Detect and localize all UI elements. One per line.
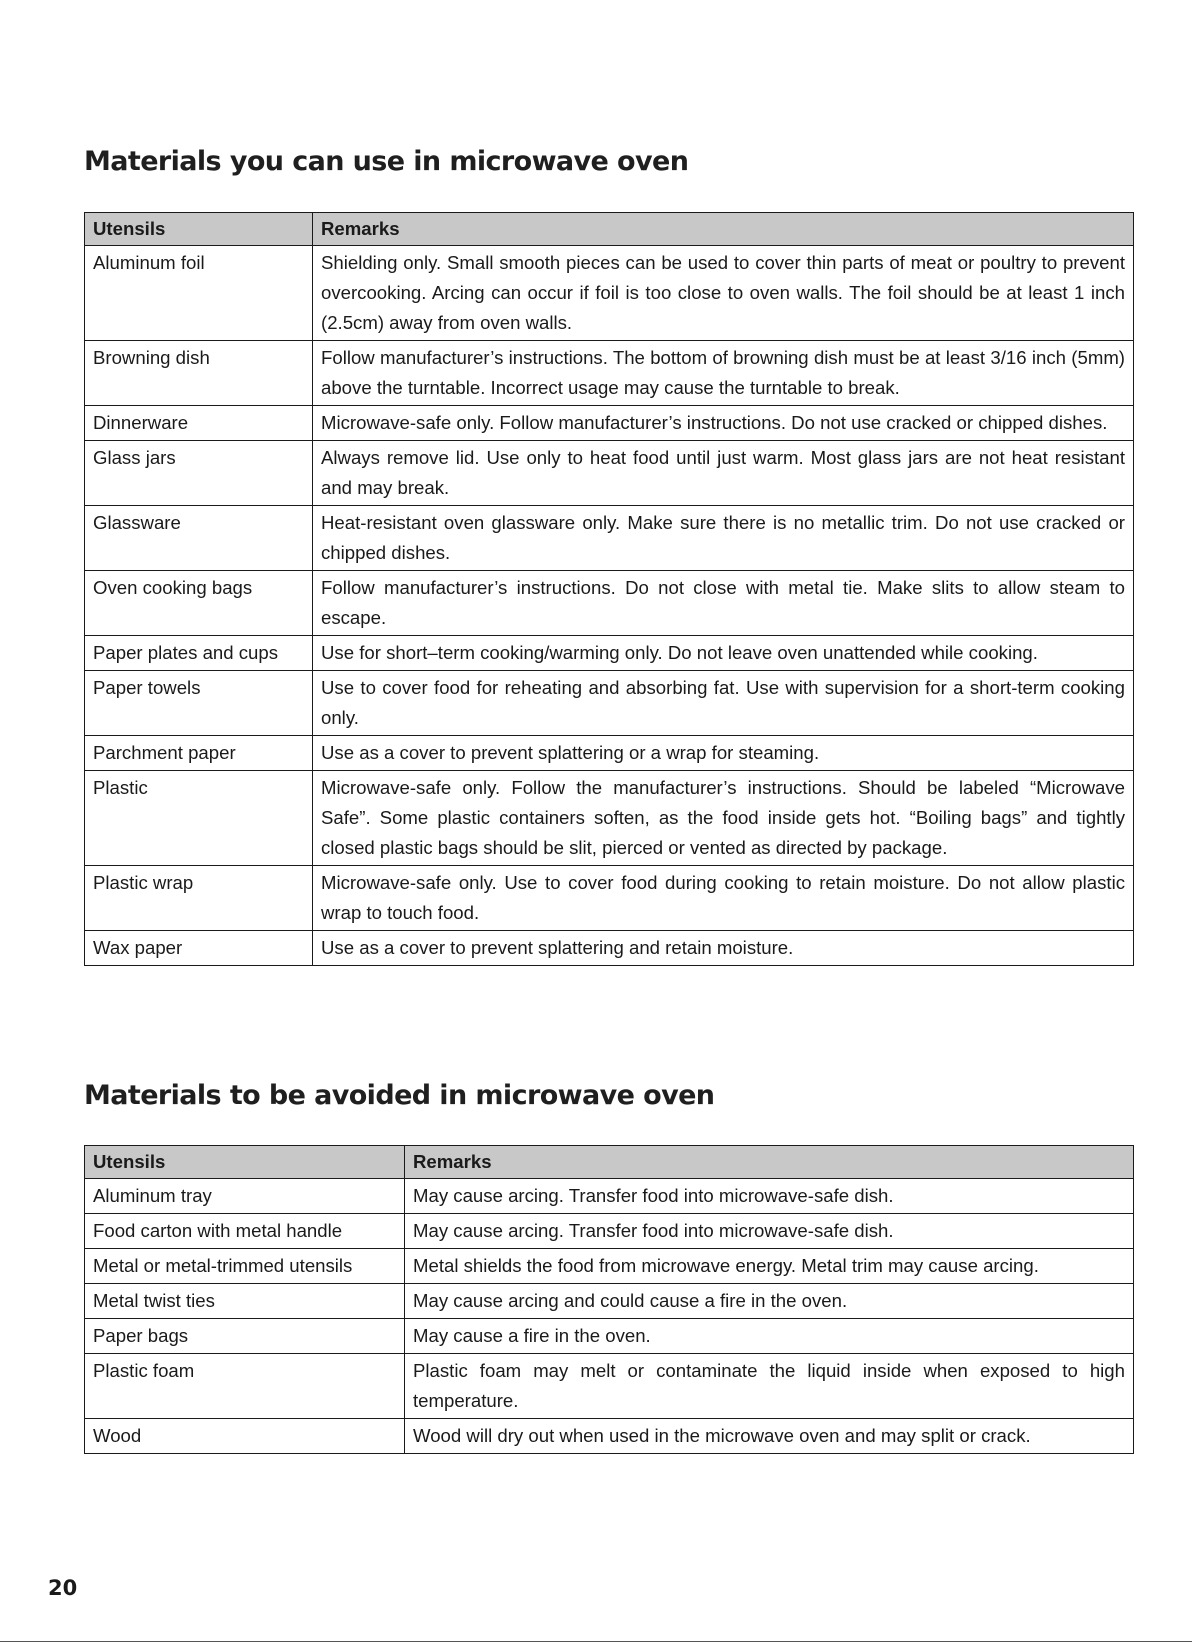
- table-row: [85, 1419, 1134, 1454]
- table-row: [85, 571, 1134, 636]
- remark-cell: Use to cover food for reheating and absorbing fat. Use with supervision for a short-term cooking only.: [313, 671, 1134, 736]
- table-row: [85, 341, 1134, 406]
- remark-cell: Microwave-safe only. Follow the manufacturer’s instructions. Should be labeled “Microwave Safe”. Some plastic containers soften, as the food inside gets hot. “Boiling bags” and tightly closed plastic bags should be slit, pierced or vented as directed by package.: [313, 771, 1134, 866]
- avoided-materials-table: [84, 1145, 1134, 1454]
- remark-cell: Plastic foam may melt or contaminate the liquid inside when exposed to high temperature.: [405, 1354, 1134, 1419]
- table-row: [85, 671, 1134, 736]
- table-row: [85, 406, 1134, 441]
- remark-cell: Follow manufacturer’s instructions. The bottom of browning dish must be at least 3/16 inch (5mm) above the turntable. Incorrect usage may cause the turntable to break.: [313, 341, 1134, 406]
- utensil-cell: Aluminum foil: [85, 246, 313, 341]
- utensils-header: Utensils: [85, 1146, 405, 1179]
- table-row: [85, 1214, 1134, 1249]
- remarks-header: Remarks: [313, 213, 1134, 246]
- table-row: [85, 771, 1134, 866]
- table-row: [85, 246, 1134, 341]
- table-row: [85, 736, 1134, 771]
- utensils-header: Utensils: [85, 213, 313, 246]
- remark-cell: May cause a fire in the oven.: [405, 1319, 1134, 1354]
- remark-cell: May cause arcing. Transfer food into microwave-safe dish.: [405, 1214, 1134, 1249]
- utensil-cell: Dinnerware: [85, 406, 313, 441]
- page-number: 20: [48, 1576, 78, 1600]
- utensil-cell: Aluminum tray: [85, 1179, 405, 1214]
- table-row: [85, 1354, 1134, 1419]
- table-row: [85, 1179, 1134, 1214]
- utensil-cell: Plastic foam: [85, 1354, 405, 1419]
- utensil-cell: Wood: [85, 1419, 405, 1454]
- remark-cell: Wood will dry out when used in the microwave oven and may split or crack.: [405, 1419, 1134, 1454]
- utensil-cell: Browning dish: [85, 341, 313, 406]
- section-title-usable-materials: Materials you can use in microwave oven: [84, 146, 689, 177]
- remark-cell: Metal shields the food from microwave energy. Metal trim may cause arcing.: [405, 1249, 1134, 1284]
- remark-cell: Use for short–term cooking/warming only. Do not leave oven unattended while cooking.: [313, 636, 1134, 671]
- remark-cell: Shielding only. Small smooth pieces can be used to cover thin parts of meat or poultry to prevent overcooking. Arcing can occur if foil is too close to oven walls. The foil should be at least 1 inch (2.5cm) away from oven walls.: [313, 246, 1134, 341]
- utensil-cell: Paper towels: [85, 671, 313, 736]
- utensil-cell: Paper bags: [85, 1319, 405, 1354]
- utensil-cell: Metal or metal-trimmed utensils: [85, 1249, 405, 1284]
- utensil-cell: Glassware: [85, 506, 313, 571]
- utensil-cell: Paper plates and cups: [85, 636, 313, 671]
- table-row: [85, 441, 1134, 506]
- utensil-cell: Oven cooking bags: [85, 571, 313, 636]
- remark-cell: Heat-resistant oven glassware only. Make sure there is no metallic trim. Do not use cracked or chipped dishes.: [313, 506, 1134, 571]
- table-row: [85, 866, 1134, 931]
- utensil-cell: Metal twist ties: [85, 1284, 405, 1319]
- remark-cell: Use as a cover to prevent splattering or a wrap for steaming.: [313, 736, 1134, 771]
- utensil-cell: Plastic: [85, 771, 313, 866]
- remark-cell: Follow manufacturer’s instructions. Do not close with metal tie. Make slits to allow steam to escape.: [313, 571, 1134, 636]
- remarks-header: Remarks: [405, 1146, 1134, 1179]
- bottom-rule: [0, 1641, 1192, 1642]
- remark-cell: Use as a cover to prevent splattering and retain moisture.: [313, 931, 1134, 966]
- table-row: [85, 506, 1134, 571]
- remark-cell: May cause arcing and could cause a fire in the oven.: [405, 1284, 1134, 1319]
- utensil-cell: Glass jars: [85, 441, 313, 506]
- table-header-row: [85, 213, 1134, 246]
- section-title-avoided-materials: Materials to be avoided in microwave oven: [84, 1080, 715, 1111]
- table-row: [85, 636, 1134, 671]
- table-row: [85, 1249, 1134, 1284]
- usable-materials-table: [84, 212, 1134, 966]
- utensil-cell: Parchment paper: [85, 736, 313, 771]
- remark-cell: Always remove lid. Use only to heat food until just warm. Most glass jars are not heat resistant and may break.: [313, 441, 1134, 506]
- remark-cell: Microwave-safe only. Follow manufacturer’s instructions. Do not use cracked or chipped dishes.: [313, 406, 1134, 441]
- remark-cell: Microwave-safe only. Use to cover food during cooking to retain moisture. Do not allow plastic wrap to touch food.: [313, 866, 1134, 931]
- table-row: [85, 931, 1134, 966]
- utensil-cell: Food carton with metal handle: [85, 1214, 405, 1249]
- table-row: [85, 1284, 1134, 1319]
- table-row: [85, 1319, 1134, 1354]
- table-header-row: [85, 1146, 1134, 1179]
- remark-cell: May cause arcing. Transfer food into microwave-safe dish.: [405, 1179, 1134, 1214]
- utensil-cell: Plastic wrap: [85, 866, 313, 931]
- utensil-cell: Wax paper: [85, 931, 313, 966]
